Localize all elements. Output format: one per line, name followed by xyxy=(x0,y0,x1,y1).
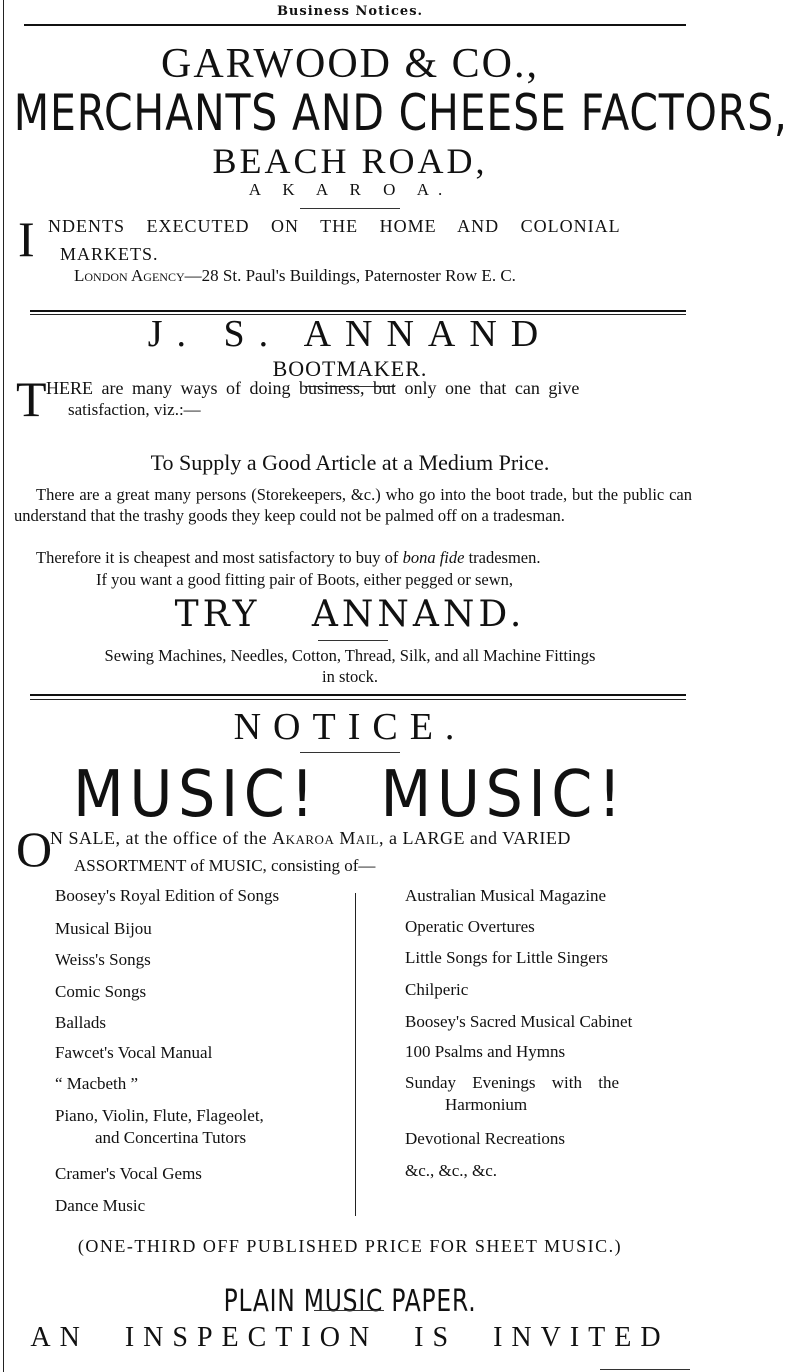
bottom-corner-rule xyxy=(600,1369,690,1370)
annand-para-2 xyxy=(36,547,692,568)
plain-music-paper xyxy=(82,1284,619,1319)
annand-para-1: There are a great many persons (Storekeepers, &c.) who go into the boot trade, but the public can understand that the trashy goods they keep could not be palmed off on a tradesman. xyxy=(14,485,692,525)
annand-bottom-rule xyxy=(30,694,686,696)
list-item: Chilperic xyxy=(405,980,469,999)
markets-line: MARKETS. xyxy=(60,244,159,264)
list-item: Ballads xyxy=(55,1013,106,1032)
intro-line: HERE are many ways of doing business, but only one that can give xyxy=(46,378,580,398)
garwood-firm-name: GARWOOD & CO., xyxy=(160,41,539,87)
list-item: and Concertina Tutors xyxy=(95,1128,247,1147)
list-column-divider xyxy=(355,893,356,1216)
onsale-paper: Akaroa Mail xyxy=(272,828,379,848)
try-name: ANNAND. xyxy=(311,594,526,635)
section-header: Business Notices. xyxy=(276,4,424,19)
list-item: Operatic Overtures xyxy=(405,917,535,936)
list-item: Comic Songs xyxy=(55,982,147,1001)
indents-line: NDENTS EXECUTED ON THE HOME AND COLONIAL xyxy=(48,216,621,236)
try-annand xyxy=(6,594,694,635)
onsale-line xyxy=(50,828,690,849)
onsale-text-a: N SALE, at the office of the xyxy=(50,828,273,848)
annand-bottom-rule-thin xyxy=(30,699,686,700)
discount-line: (ONE-THIRD OFF PUBLISHED PRICE FOR SHEET MUSIC.) xyxy=(77,1236,623,1256)
list-item: Boosey's Royal Edition of Songs xyxy=(55,886,280,905)
header-rule xyxy=(24,24,686,26)
list-item: Weiss's Songs xyxy=(55,950,151,969)
list-item: Boosey's Sacred Musical Cabinet xyxy=(405,1012,633,1031)
list-item: Piano, Violin, Flute, Flageolet, xyxy=(55,1106,264,1125)
music-heading-a: MUSIC! xyxy=(73,758,320,832)
onsale-text-b: , a LARGE and VARIED xyxy=(379,828,571,848)
paper-word: PAPER. xyxy=(391,1284,477,1319)
list-item: Cramer's Vocal Gems xyxy=(55,1164,202,1183)
intro-line-2: satisfaction, viz.:— xyxy=(68,400,201,419)
para-2-italic: bona fide xyxy=(402,548,465,567)
try-divider xyxy=(318,640,388,641)
list-item: Harmonium xyxy=(445,1095,528,1114)
music-heading xyxy=(34,758,667,832)
music-word: MUSIC xyxy=(303,1284,384,1319)
plain-word: PLAIN xyxy=(223,1284,296,1319)
indents-dropcap: I xyxy=(18,211,35,267)
sewing-notice xyxy=(6,645,694,687)
assortment-line: ASSORTMENT of MUSIC, consisting of— xyxy=(74,856,376,875)
music-heading-b: MUSIC! xyxy=(380,758,627,832)
inspection-line: AN INSPECTION IS INVITED xyxy=(30,1322,670,1353)
garwood-street: BEACH ROAD, xyxy=(212,141,488,181)
list-item: Fawcet's Vocal Manual xyxy=(55,1043,213,1062)
annand-slogan: To Supply a Good Article at a Medium Price. xyxy=(150,450,550,475)
garwood-town: A K A R O A. xyxy=(248,180,452,199)
list-item: Musical Bijou xyxy=(55,919,152,938)
list-item: Devotional Recreations xyxy=(405,1129,566,1148)
list-item: Australian Musical Magazine xyxy=(405,886,607,905)
london-agency-address: —28 St. Paul's Buildings, Paternoster Row E. C. xyxy=(184,266,516,285)
annand-trade: BOOTMAKER. xyxy=(272,356,428,381)
garwood-divider xyxy=(300,208,400,209)
london-agency-label: London Agency xyxy=(74,266,185,285)
list-item: Sunday Evenings with the xyxy=(405,1073,620,1092)
annand-name: J. S. ANNAND xyxy=(147,313,553,355)
plain-divider xyxy=(314,1310,384,1311)
para-2-text-a: Therefore it is cheapest and most satisfactory to buy of xyxy=(36,548,403,567)
garwood-trade: MERCHANTS AND CHEESE FACTORS, xyxy=(13,84,788,142)
notice-heading: NOTICE. xyxy=(233,706,467,748)
sewing-line-2: in stock. xyxy=(322,667,378,686)
list-item: Dance Music xyxy=(55,1196,146,1215)
london-agency xyxy=(74,266,516,286)
para-2-text-b: tradesmen. xyxy=(464,548,541,567)
sewing-line-1: Sewing Machines, Needles, Cotton, Thread, Silk, and all Machine Fittings xyxy=(104,646,596,665)
list-item: “ Macbeth ” xyxy=(55,1074,139,1093)
there-dropcap: T xyxy=(16,371,47,427)
left-column-rule xyxy=(3,0,4,1372)
list-item: Little Songs for Little Singers xyxy=(405,948,609,967)
annand-para-3: If you want a good fitting pair of Boots, either pegged or sewn, xyxy=(96,570,513,589)
try-word: TRY xyxy=(174,594,261,635)
notice-divider xyxy=(300,752,400,753)
list-item: &c., &c., &c. xyxy=(405,1161,498,1180)
list-item: 100 Psalms and Hymns xyxy=(405,1042,566,1061)
onsale-dropcap: O xyxy=(16,821,53,877)
